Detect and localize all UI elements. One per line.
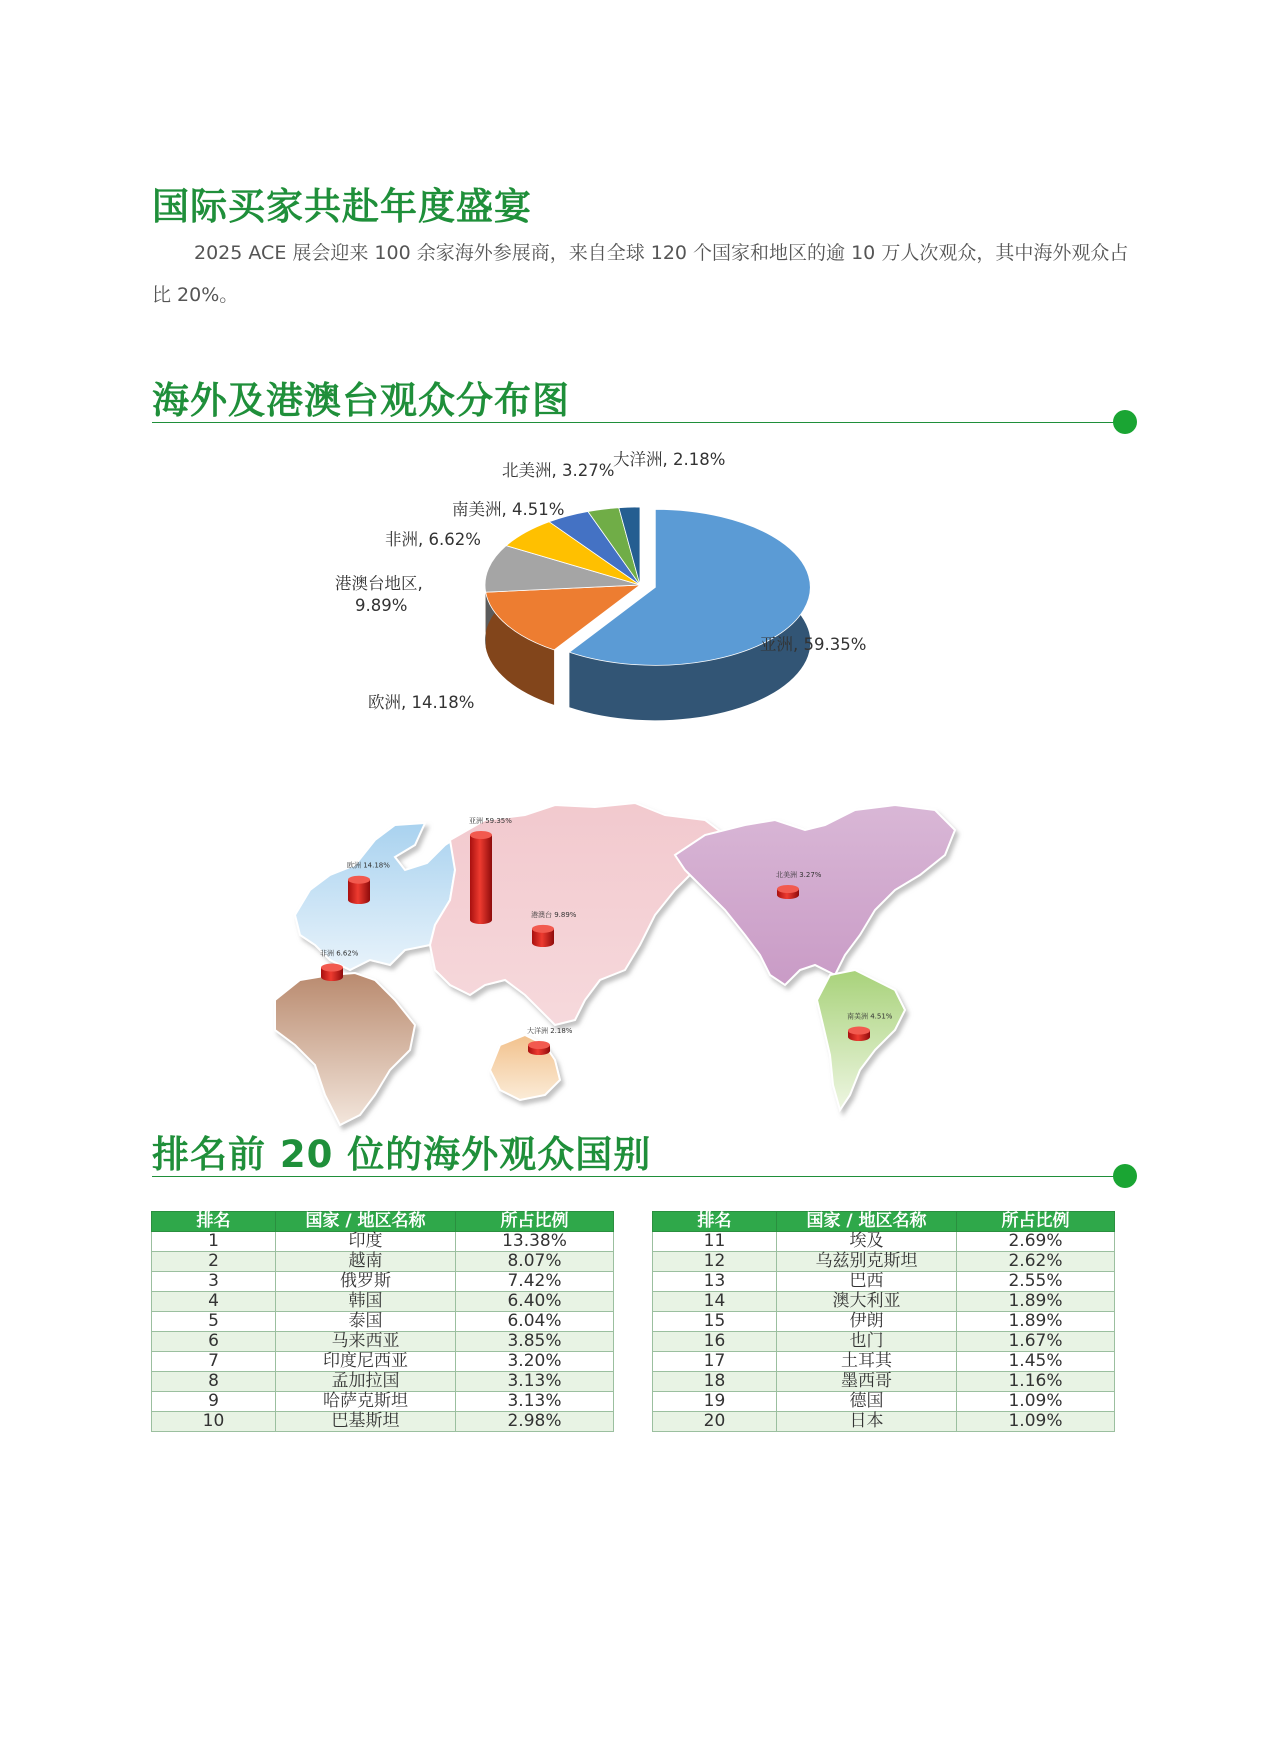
- share-cell: 6.04%: [456, 1312, 614, 1332]
- share-cell: 3.20%: [456, 1352, 614, 1372]
- rank-cell: 17: [653, 1352, 777, 1372]
- country-cell: 印度尼西亚: [276, 1352, 456, 1372]
- country-cell: 巴西: [777, 1272, 957, 1292]
- share-cell: 1.67%: [957, 1332, 1115, 1352]
- header-share: 所占比例: [957, 1212, 1115, 1232]
- table-row: [152, 1312, 614, 1332]
- country-cell: 印度: [276, 1232, 456, 1252]
- country-cell: 伊朗: [777, 1312, 957, 1332]
- map-marker-label: 大洋洲 2.18%: [527, 1027, 573, 1035]
- rank-cell: 7: [152, 1352, 276, 1372]
- share-cell: 3.13%: [456, 1392, 614, 1412]
- rank-cell: 20: [653, 1412, 777, 1432]
- table-row: [653, 1392, 1115, 1412]
- section-title-distribution: 海外及港澳台观众分布图: [152, 379, 570, 422]
- share-cell: 1.16%: [957, 1372, 1115, 1392]
- section-divider-2: [152, 1176, 1124, 1177]
- intro-paragraph: 2025 ACE 展会迎来 100 余家海外参展商，来自全球 120 个国家和地区的逾 10 万人次观众，其中海外观众占比 20%。: [152, 242, 1129, 306]
- header-country: 国家 / 地区名称: [777, 1212, 957, 1232]
- share-cell: 1.89%: [957, 1292, 1115, 1312]
- table-row: [152, 1392, 614, 1412]
- table-row: [152, 1272, 614, 1292]
- ranking-table-left: [151, 1211, 614, 1432]
- rank-cell: 5: [152, 1312, 276, 1332]
- share-cell: 2.98%: [456, 1412, 614, 1432]
- country-cell: 墨西哥: [777, 1372, 957, 1392]
- share-cell: 13.38%: [456, 1232, 614, 1252]
- africa-region: [275, 973, 415, 1125]
- table-row: [653, 1232, 1115, 1252]
- pie-label: 北美洲, 3.27%: [502, 461, 615, 480]
- table-row: [653, 1372, 1115, 1392]
- country-cell: 德国: [777, 1392, 957, 1412]
- rank-cell: 13: [653, 1272, 777, 1292]
- share-cell: 1.89%: [957, 1312, 1115, 1332]
- table-row: [152, 1352, 614, 1372]
- table-row: [152, 1252, 614, 1272]
- map-marker-label: 非洲 6.62%: [320, 949, 359, 958]
- share-cell: 3.13%: [456, 1372, 614, 1392]
- map-marker-label: 北美洲 3.27%: [776, 871, 822, 879]
- rank-cell: 16: [653, 1332, 777, 1352]
- table-row: [653, 1292, 1115, 1312]
- country-cell: 埃及: [777, 1232, 957, 1252]
- rank-cell: 8: [152, 1372, 276, 1392]
- table-row: [653, 1252, 1115, 1272]
- header-country: 国家 / 地区名称: [276, 1212, 456, 1232]
- table-row: [152, 1292, 614, 1312]
- north-america-region: [675, 805, 955, 985]
- pie-label: 大洋洲, 2.18%: [613, 450, 726, 469]
- country-cell: 哈萨克斯坦: [276, 1392, 456, 1412]
- rank-cell: 18: [653, 1372, 777, 1392]
- pie-label-line2: 9.89%: [355, 596, 408, 615]
- rank-cell: 6: [152, 1332, 276, 1352]
- rank-cell: 1: [152, 1232, 276, 1252]
- share-cell: 8.07%: [456, 1252, 614, 1272]
- country-cell: 乌兹别克斯坦: [777, 1252, 957, 1272]
- pie-label: 欧洲, 14.18%: [368, 693, 475, 712]
- table-row: [653, 1352, 1115, 1372]
- pie-label: 亚洲, 59.35%: [760, 635, 867, 654]
- section-title-buyers: 国际买家共赴年度盛宴: [152, 185, 532, 228]
- rank-cell: 9: [152, 1392, 276, 1412]
- rank-cell: 14: [653, 1292, 777, 1312]
- rank-cell: 12: [653, 1252, 777, 1272]
- rank-cell: 3: [152, 1272, 276, 1292]
- rank-cell: 10: [152, 1412, 276, 1432]
- table-row: [152, 1332, 614, 1352]
- country-cell: 土耳其: [777, 1352, 957, 1372]
- country-cell: 泰国: [276, 1312, 456, 1332]
- map-marker-label: 亚洲 59.35%: [469, 817, 512, 825]
- divider-dot-2: [1113, 1164, 1137, 1188]
- table-row: [653, 1272, 1115, 1292]
- country-cell: 巴基斯坦: [276, 1412, 456, 1432]
- header-rank: 排名: [152, 1212, 276, 1232]
- share-cell: 2.62%: [957, 1252, 1115, 1272]
- rank-cell: 4: [152, 1292, 276, 1312]
- rank-cell: 11: [653, 1232, 777, 1252]
- pie-label: 非洲, 6.62%: [385, 530, 481, 549]
- header-share: 所占比例: [456, 1212, 614, 1232]
- share-cell: 1.09%: [957, 1412, 1115, 1432]
- distribution-pie-chart: [335, 450, 960, 795]
- table-row: [152, 1372, 614, 1392]
- share-cell: 2.69%: [957, 1232, 1115, 1252]
- table-row: [653, 1332, 1115, 1352]
- share-cell: 7.42%: [456, 1272, 614, 1292]
- ranking-table-right: [652, 1211, 1115, 1432]
- country-cell: 日本: [777, 1412, 957, 1432]
- table-row: [653, 1312, 1115, 1332]
- pie-label: 南美洲, 4.51%: [452, 500, 565, 519]
- country-cell: 韩国: [276, 1292, 456, 1312]
- section-divider: [152, 422, 1124, 423]
- map-marker-label: 南美洲 4.51%: [847, 1012, 893, 1021]
- share-cell: 2.55%: [957, 1272, 1115, 1292]
- share-cell: 1.09%: [957, 1392, 1115, 1412]
- country-cell: 孟加拉国: [276, 1372, 456, 1392]
- country-cell: 澳大利亚: [777, 1292, 957, 1312]
- rank-cell: 19: [653, 1392, 777, 1412]
- table-row: [152, 1412, 614, 1432]
- share-cell: 1.45%: [957, 1352, 1115, 1372]
- table-row: [653, 1412, 1115, 1432]
- share-cell: 6.40%: [456, 1292, 614, 1312]
- country-cell: 也门: [777, 1332, 957, 1352]
- header-rank: 排名: [653, 1212, 777, 1232]
- pie-label: 港澳台地区,: [335, 574, 423, 593]
- country-cell: 马来西亚: [276, 1332, 456, 1352]
- country-cell: 俄罗斯: [276, 1272, 456, 1292]
- map-marker-label: 港澳台 9.89%: [531, 910, 577, 919]
- divider-dot: [1113, 410, 1137, 434]
- table-row: [152, 1232, 614, 1252]
- rank-cell: 15: [653, 1312, 777, 1332]
- rank-cell: 2: [152, 1252, 276, 1272]
- map-marker-label: 欧洲 14.18%: [347, 861, 390, 870]
- country-cell: 越南: [276, 1252, 456, 1272]
- share-cell: 3.85%: [456, 1332, 614, 1352]
- section-title-top20: 排名前 20 位的海外观众国别: [152, 1133, 652, 1176]
